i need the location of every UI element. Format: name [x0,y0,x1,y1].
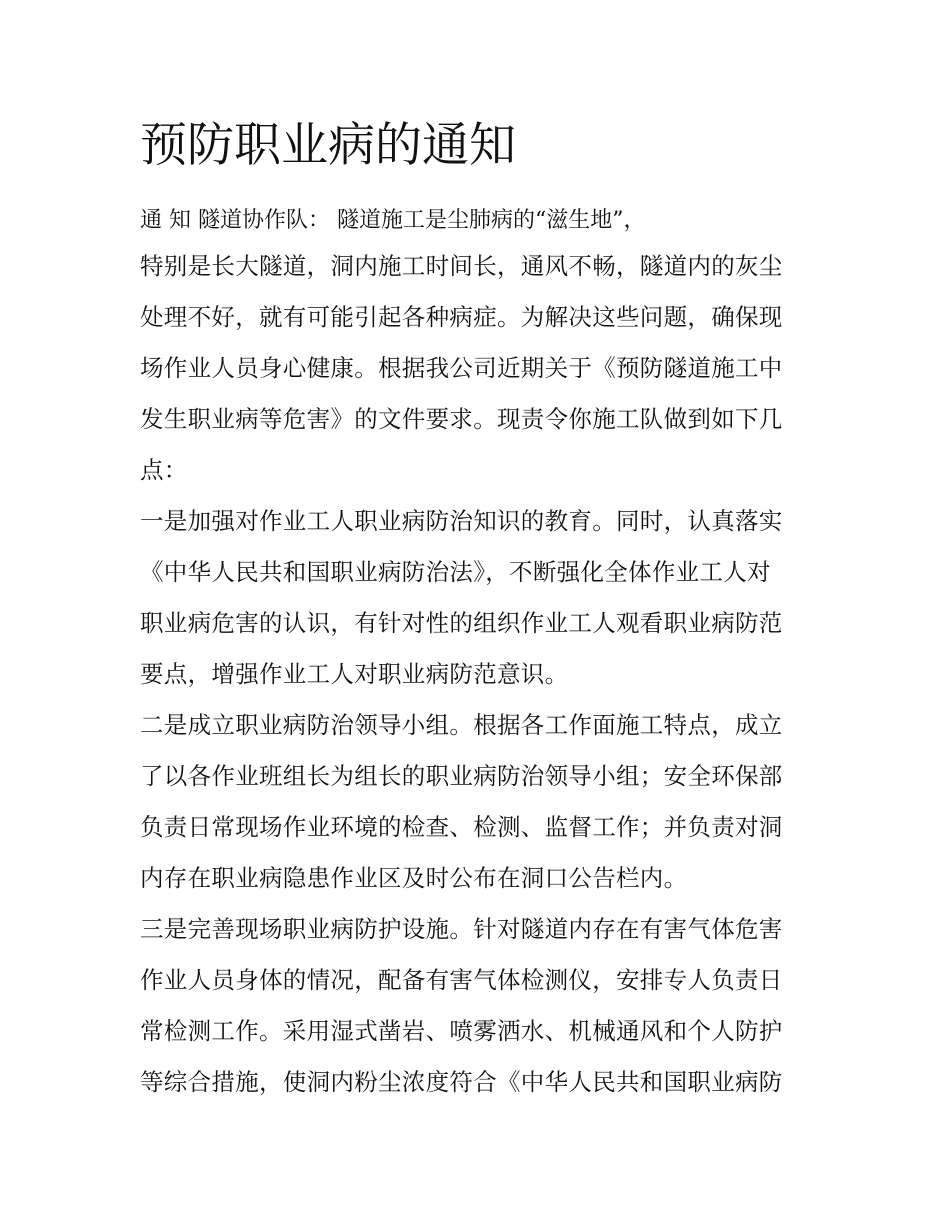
body-line: 作业人员身体的情况，配备有害气体检测仪，安排专人负责日 [140,966,783,994]
document-content [140,112,815,1108]
body-line: 负责日常现场作业环境的检查、检测、监督工作；并负责对洞 [140,813,783,841]
body-line: 了以各作业班组长为组长的职业病防治领导小组；安全环保部 [140,762,783,790]
body-line: 职业病危害的认识，有针对性的组织作业工人观看职业病防范 [140,609,783,637]
body-line: 场作业人员身心健康。根据我公司近期关于《预防隧道施工中 [140,354,783,382]
body-line: 内存在职业病隐患作业区及时公布在洞口公告栏内。 [140,864,688,892]
body-line: 《中华人民共和国职业病防治法》，不断强化全体作业工人对 [140,558,771,586]
body-text [140,241,815,1108]
body-line: 特别是长大隧道，洞内施工时间长，通风不畅，隧道内的灰尘 [140,252,783,280]
document-title: 预防职业病的通知 [140,118,516,173]
body-line: 发生职业病等危害》的文件要求。现责令你施工队做到如下几 [140,405,783,433]
intro-line: 通 知 隧道协作队： 隧道施工是尘肺病的“滋生地”， [140,208,646,233]
body-line: 处理不好，就有可能引起各种病症。为解决这些问题，确保现 [140,303,783,331]
body-line: 三是完善现场职业病防护设施。针对隧道内存在有害气体危害 [140,915,783,943]
body-line: 等综合措施，使洞内粉尘浓度符合《中华人民共和国职业病防 [140,1068,783,1096]
body-line: 点： [140,456,188,484]
body-line: 要点，增强作业工人对职业病防范意识。 [140,660,569,688]
body-line: 常检测工作。采用湿式凿岩、喷雾洒水、机械通风和个人防护 [140,1017,783,1045]
body-line: 一是加强对作业工人职业病防治知识的教育。同时，认真落实 [140,507,783,535]
body-line: 二是成立职业病防治领导小组。根据各工作面施工特点，成立 [140,711,783,739]
